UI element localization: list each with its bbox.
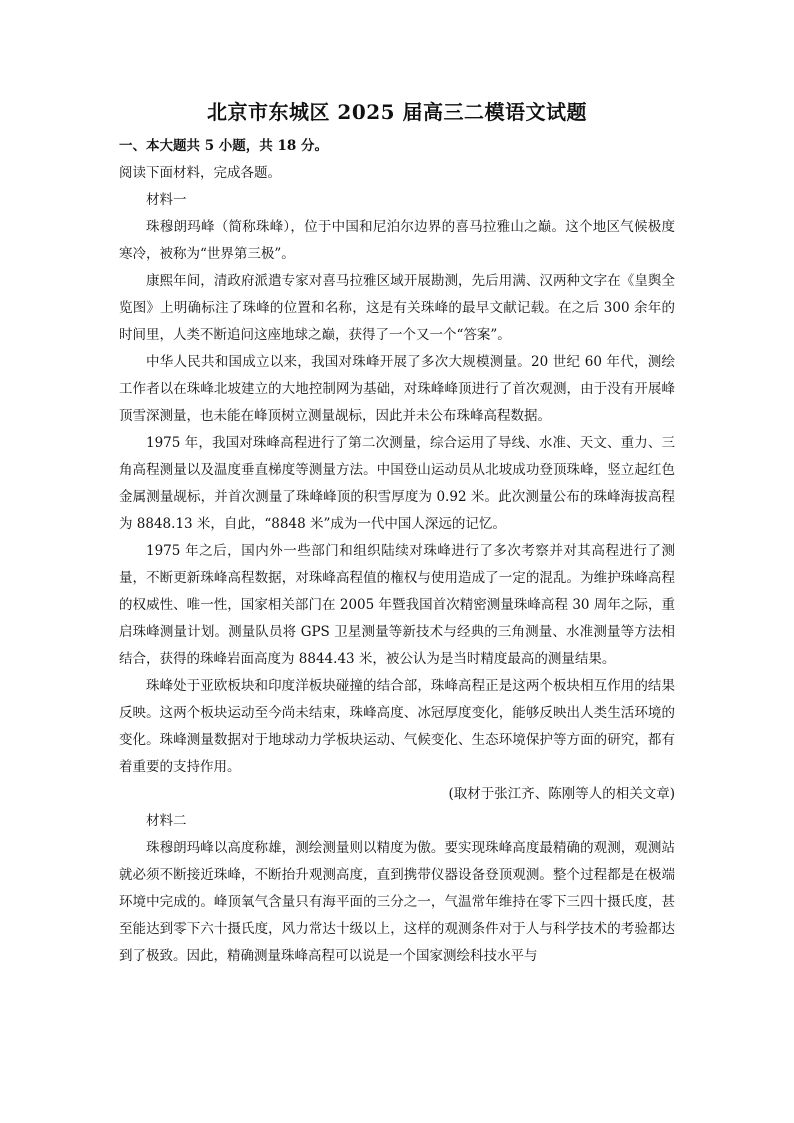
instruction-text: 阅读下面材料，完成各题。 (119, 165, 281, 181)
material1-paragraph: 1975 年之后，国内外一些部门和组织陆续对珠峰进行了多次考察并对其高程进行了测量，不断更新珠峰高程数据，对珠峰高程值的権权与使用造成了一定的混乱。为维护珠峰高程的权威性、唯一性，国家相关部门在 2005 年暨我国首次精密测量珠峰高程 30 周年之际，重启珠峰测量计划。测量队员将 GPS 卫星测量等新技术与经典的三角测量、水准测量等方法相结合，获得的珠峰岩面高度为 8844.43 米，被公认为是当时精度最高的测量结果。 (119, 543, 675, 667)
material1-paragraph: 珠峰处于亚欧板块和印度洋板块碰撞的结合部，珠峰高程正是这两个板块相互作用的结果反映。这两个板块运动至今尚未结束，珠峰高度、冰冠厚度变化，能够反映出人类生活环境的变化。珠峰测量数据对于地球动力学板块运动、气候变化、生态环境保护等方面的研究，都有着重要的支持作用。 (119, 678, 675, 775)
document-title: 北京市东城区 2025 届高三二模语文试题 (206, 100, 588, 124)
section-heading: 一、本大题共 5 小题，共 18 分。 (119, 138, 328, 154)
material2-paragraph: 珠穆朗玛峰以高度称雄，测绘测量则以精度为傲。要实现珠峰高度最精确的观测，观测站就必须不断接近珠峰，不断抬升观测高度，直到携带仪器设备登顶观测。整个过程都是在极端环境中完成的。峰顶氧气含量只有海平面的三分之一，气温常年维持在零下三四十摄氏度，甚至能达到零下六十摄氏度，风力常达十级以上，这样的观测条件对于人与科学技术的考验都达到了极致。因此，精确测量珠峰高程可以说是一个国家测绘科技水平与 (119, 840, 675, 964)
material1-paragraph: 康熙年间，清政府派遣专家对喜马拉雅区域开展勘测，先后用满、汉两种文字在《皇舆全览图》上明确标注了珠峰的位置和名称，这是有关珠峰的最早文献记载。在之后 300 余年的时间里，人类不断追问这座地球之巅，获得了一个又一个“答案”。 (119, 273, 675, 343)
material1-paragraph: 中华人民共和国成立以来，我国对珠峰开展了多次大规模测量。20 世纪 60 年代，测绘工作者以在珠峰北坡建立的大地控制网为基础，对珠峰峰顶进行了首次观测，由于没有开展峰顶雪深测量，也未能在峰顶树立测量觇标，因此并未公布珠峰高程数据。 (119, 354, 675, 424)
material2-label: 材料二 (146, 813, 187, 829)
material1-label: 材料一 (146, 192, 187, 208)
material1-paragraph: 1975 年，我国对珠峰高程进行了第二次测量，综合运用了导线、水准、天文、重力、三角高程测量以及温度垂直梯度等测量方法。中国登山运动员从北坡成功登顶珠峰，竖立起红色金属测量觇标，并首次测量了珠峰峰顶的积雪厚度为 0.92 米。此次测量公布的珠峰海拔高程为 8848.13 米，自此，“8848 米”成为一代中国人深远的记忆。 (119, 435, 675, 532)
material1-paragraph: 珠穆朗玛峰（简称珠峰），位于中国和尼泊尔边界的喜马拉雅山之巅。这个地区气候极度寒冷，被称为“世界第三极”。 (119, 219, 675, 262)
document-body (119, 133, 675, 970)
material1-source: (取材于张江齐、陈刚等人的相关文章) (448, 786, 675, 802)
